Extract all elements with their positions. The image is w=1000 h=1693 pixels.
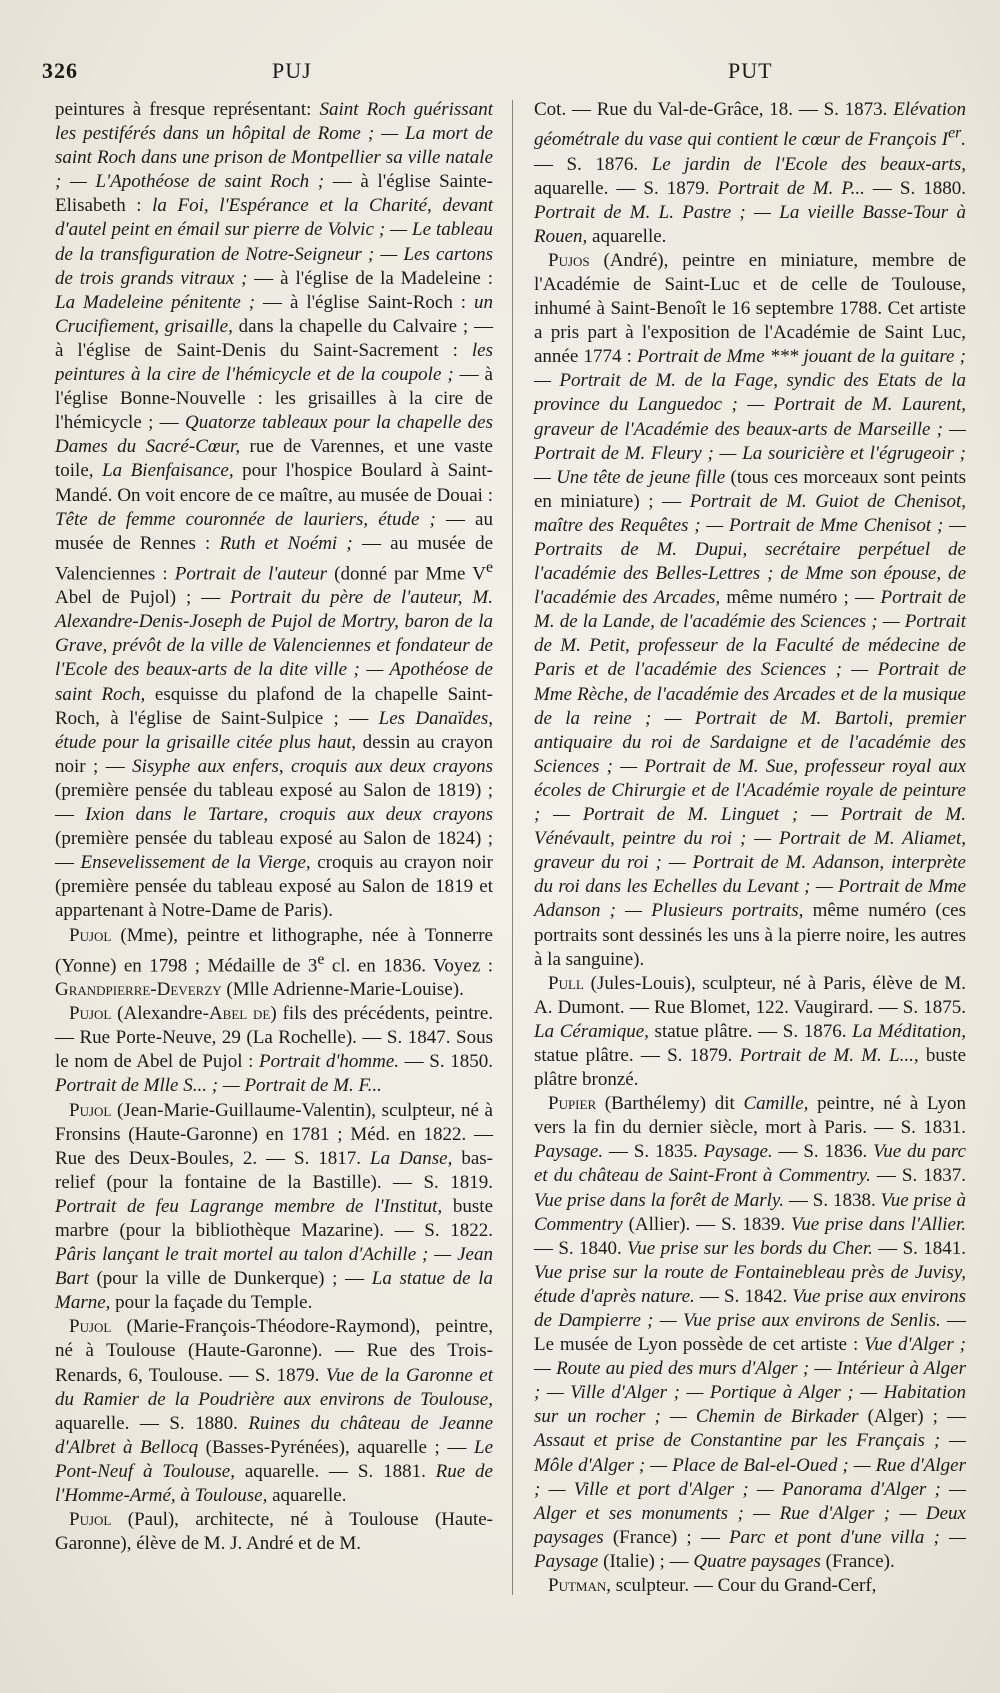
column-divider (512, 100, 513, 1595)
entry-pujos-andre: Pujos (André), peintre en miniature, membre de l'Académie de Saint-Luc et de celle de Toulouse, inhumé à Saint-Benoît le 16 septembre 1788. Cet artiste a pris part à l'exposition de l'Académie de Saint Luc, année 1774 : Portrait de Mme *** jouant de la guitare ; — Portrait de M. de la Fage, syndic des Etats de la province du Languedoc ; — Portrait de M. Laurent, graveur de l'Académie des beaux-arts de Marseille ; — Portrait de M. Fleury ; — La souricière et l'égrugeoir ; — Une tête de jeune fille (tous ces morceaux sont peints en miniature) ; — Portrait de M. Guiot de Chenisot, maître des Requêtes ; — Portrait de Mme Chenisot ; — Portraits de M. Dupui, secrétaire perpétuel de l'académie des Belles-Lettres ; de Mme son épouse, de l'académie des Arcades, même numéro ; — Portrait de M. de la Lande, de l'académie des Sciences ; — Portrait de M. Petit, professeur de la Faculté de médecine de Paris et de l'académie des Sciences ; — Portrait de Mme Rèche, de l'académie des Arcades et de la musique de la reine ; — Portrait de M. Bartoli, premier antiquaire du roi de Sardaigne et de l'académie des Sciences ; — Portrait de M. Sue, professeur royal aux écoles de Chirurgie et de l'Académie royale de peinture ; — Portrait de M. Linguet ; — Portrait de M. Vénévault, peintre du roi ; — Portrait de M. Aliamet, graveur du roi ; — Portrait de M. Adanson, interprète du roi dans les Echelles du Levant ; — Portrait de Mme Adanson ; — Plusieurs portraits, même numéro (ces portraits sont dessinés les uns à la pierre noire, les autres à la sanguine). (534, 249, 967, 970)
running-head (0, 58, 1000, 90)
entry-pujol-abel: Pujol (Alexandre-Abel de) fils des précédents, peintre. — Rue Porte-Neuve, 29 (La Rochelle). — S. 1847. Sous le nom de Abel de Pujol : Portrait d'homme. — S. 1850. Portrait de Mlle S... ; — Portrait de M. F... (55, 1003, 494, 1097)
entry-pujol-marie-francois: Pujol (Marie-François-Théodore-Raymond), peintre, né à Toulouse (Haute-Garonne). — Rue des Trois-Renards, 6, Toulouse. — S. 1879. Vue de la Garonne et du Ramier de la Poudrière aux environs de Toulouse, aquarelle. — S. 1880. Ruines du château de Jeanne d'Albret à Bellocq (Basses-Pyrénées), aquarelle ; — Le Pont-Neuf à Toulouse, aquarelle. — S. 1881. Rue de l'Homme-Armé, à Toulouse, aquarelle. (55, 1316, 493, 1506)
left-running-head: PUJ (272, 58, 312, 83)
entry-putman: Putman, sculpteur. — Cour du Grand-Cerf, (548, 1575, 877, 1597)
entry-pujol-paul: Pujol (Paul), architecte, né à Toulouse (Haute-Garonne), élève de M. J. André et de M. (55, 1509, 493, 1555)
right-column (534, 98, 966, 1598)
entry-pupier-barthelemy: Pupier (Barthélemy) dit Camille, peintre, né à Lyon vers la fin du dernier siècle, mort à Paris. — S. 1831. Paysage. — S. 1835. Paysage. — S. 1836. Vue du parc et du château de Saint-Front à Commentry. — S. 1837. Vue prise dans la forêt de Marly. — S. 1838. Vue prise à Commentry (Allier). — S. 1839. Vue prise dans l'Allier. — S. 1840. Vue prise sur les bords du Cher. — S. 1841. Vue prise sur la route de Fontainebleau près de Juvisy, étude d'après nature. — S. 1842. Vue prise aux environs de Dampierre ; — Vue prise aux environs de Senlis. — Le musée de Lyon possède de cet artiste : Vue d'Alger ; — Route au pied des murs d'Alger ; — Intérieur à Alger ; — Ville d'Alger ; — Portique à Alger ; — Habitation sur un rocher ; — Chemin de Birkader (Alger) ; — Assaut et prise de Constantine par les Français ; — Môle d'Alger ; — Place de Bal-el-Oued ; — Rue d'Alger ; — Ville et port d'Alger ; — Panorama d'Alger ; — Alger et ses monuments ; — Rue d'Alger ; — Deux paysages (France) ; — Parc et pont d'une villa ; — Paysage (Italie) ; — Quatre paysages (France). (534, 1093, 967, 1572)
entry-pujol-paul-continuation: Cot. — Rue du Val-de-Grâce, 18. — S. 1873. Elévation géométrale du vase qui contient le cœur de François Ier. — S. 1876. Le jardin de l'Ecole des beaux-arts, aquarelle. — S. 1879. Portrait de M. P... — S. 1880. Portrait de M. L. Pastre ; — La vieille Basse-Tour à Rouen, aquarelle. (534, 99, 966, 247)
page-number: 326 (42, 58, 78, 83)
left-column (55, 98, 493, 1556)
right-running-head: PUT (728, 58, 773, 83)
entry-pull-jules-louis: Pull (Jules-Louis), sculpteur, né à Paris, élève de M. A. Dumont. — Rue Blomet, 122. Vaugirard. — S. 1875. La Céramique, statue plâtre. — S. 1876. La Méditation, statue plâtre. — S. 1879. Portrait de M. M. L..., buste plâtre bronzé. (534, 972, 967, 1091)
entry-pujol-mme: Pujol (Mme), peintre et lithographe, née à Tonnerre (Yonne) en 1798 ; Médaille de 3e cl. en 1836. Voyez : Grandpierre-Deverzy (Mlle Adrienne-Marie-Louise). (55, 924, 493, 1001)
entry-pujol-continuation: peintures à fresque représentant: Saint Roch guérissant les pestiférés dans un hôpital de Rome ; — La mort de saint Roch dans une prison de Montpellier sa ville natale ; — L'Apothéose de saint Roch ; — à l'église Sainte-Elisabeth : la Foi, l'Espérance et la Charité, devant d'autel peint en émail sur pierre de Volvic ; — Le tableau de la transfiguration de Notre-Seigneur ; — Les cartons de trois grands vitraux ; — à l'église de la Madeleine : La Madeleine pénitente ; — à l'église Saint-Roch : un Crucifiement, grisaille, dans la chapelle du Calvaire ; — à l'église de Saint-Denis du Saint-Sacrement : les peintures à la cire de l'hémicycle et de la coupole ; — à l'église Bonne-Nouvelle : les grisailles à la cire de l'hémicycle ; — Quatorze tableaux pour la chapelle des Dames du Sacré-Cœur, rue de Varennes, et une vaste toile, La Bienfaisance, pour l'hospice Boulard à Saint-Mandé. On voit encore de ce maître, au musée de Douai : Tête de femme couronnée de lauriers, étude ; — au musée de Rennes : Ruth et Noémi ; — au musée de Valenciennes : Portrait de l'auteur (donné par Mme Ve Abel de Pujol) ; — Portrait du père de l'auteur, M. Alexandre-Denis-Joseph de Pujol de Mortry, baron de la Grave, prévôt de la ville de Valenciennes et fondateur de l'Ecole des beaux-arts de la dite ville ; — Apothéose de saint Roch, esquisse du plafond de la chapelle Saint-Roch, à l'église de Saint-Sulpice ; — Les Danaïdes, étude pour la grisaille citée plus haut, dessin au crayon noir ; — Sisyphe aux enfers, croquis aux deux crayons (première pensée du tableau exposé au Salon de 1819) ; — Ixion dans le Tartare, croquis aux deux crayons (première pensée du tableau exposé au Salon de 1824) ; — Ensevelissement de la Vierge, croquis au crayon noir (première pensée du tableau exposé au Salon de 1819 et appartenant à Notre-Dame de Paris). (55, 99, 494, 922)
entry-pujol-jean-marie: Pujol (Jean-Marie-Guillaume-Valentin), sculpteur, né à Fronsins (Haute-Garonne) en 1781 ; Méd. en 1822. — Rue des Deux-Boules, 2. — S. 1817. La Danse, bas-relief (pour la fontaine de la Bastille). — S. 1819. Portrait de feu Lagrange membre de l'Institut, buste marbre (pour la bibliothèque Mazarine). — S. 1822. Pâris lançant le trait mortel au talon d'Achille ; — Jean Bart (pour la ville de Dunkerque) ; — La statue de la Marne, pour la façade du Temple. (55, 1099, 493, 1314)
